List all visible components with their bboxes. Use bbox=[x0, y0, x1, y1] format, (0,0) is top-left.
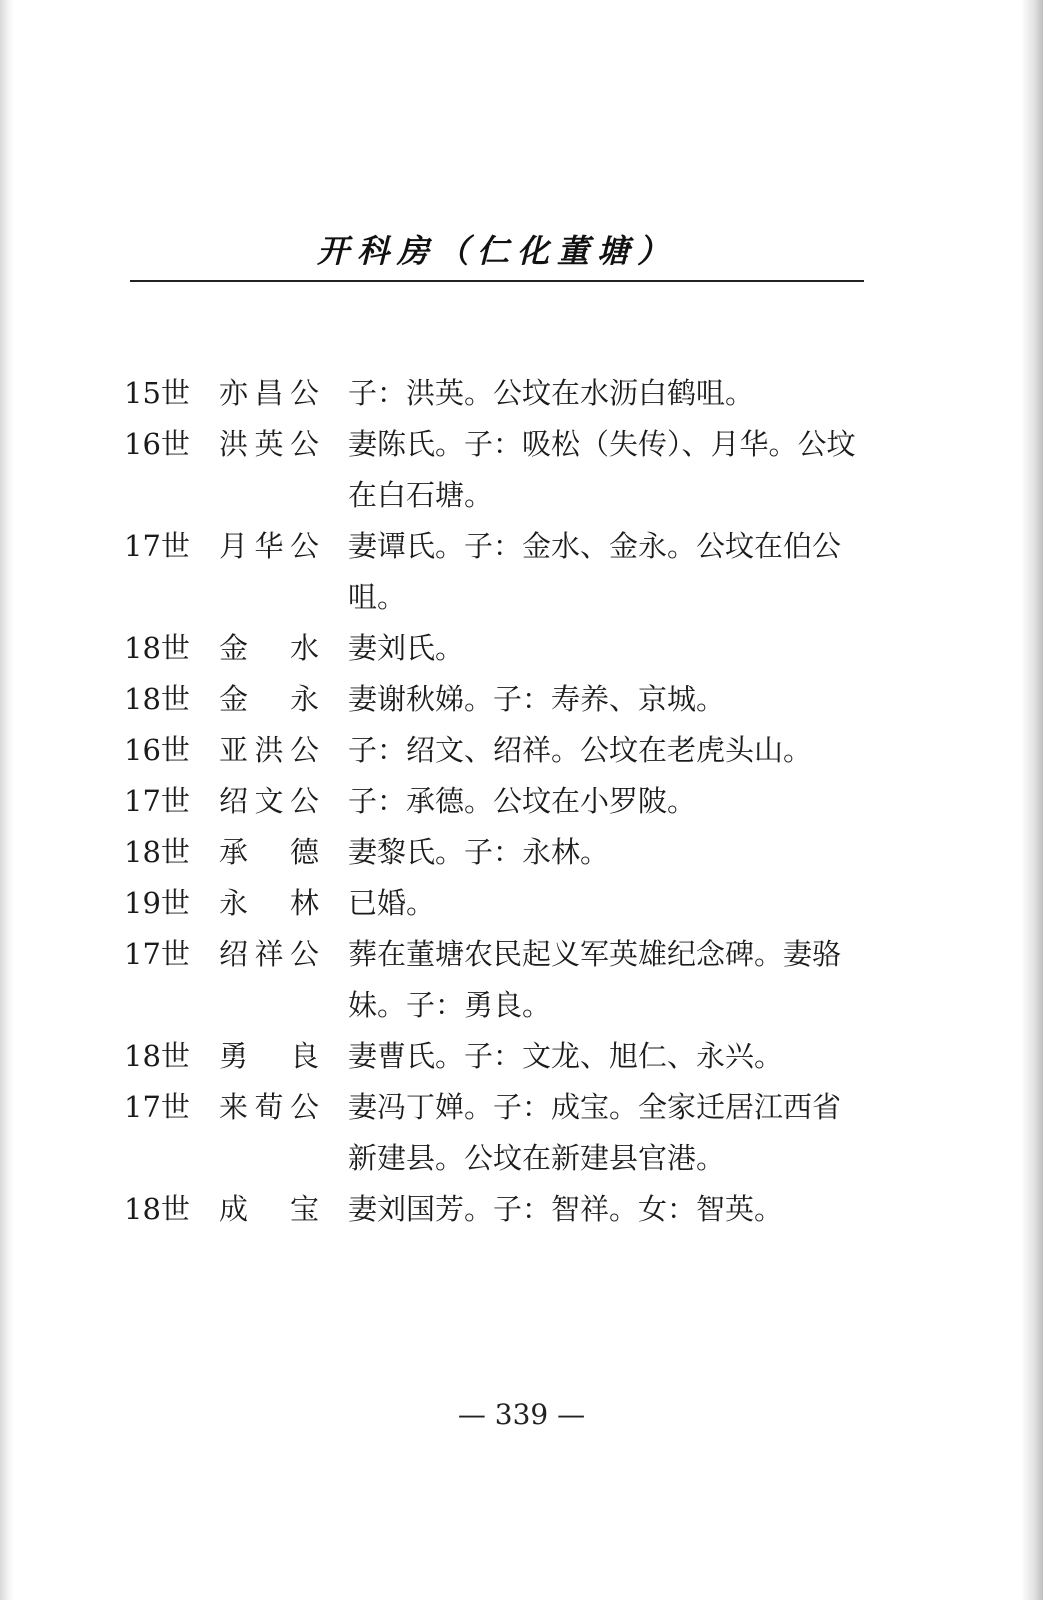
entry-generation: 18世 bbox=[124, 835, 190, 869]
entry-generation: 17世 bbox=[124, 529, 190, 563]
entry-name: 永 林 bbox=[219, 886, 319, 920]
entry-generation: 18世 bbox=[124, 1039, 190, 1073]
entry-description: 妻陈氏。子：吸松（失传）、月华。公坟在白石塘。 bbox=[348, 427, 856, 512]
entry bbox=[124, 1184, 884, 1235]
scan-edge-left bbox=[0, 0, 14, 1600]
entry-description: 子：绍文、绍祥。公坟在老虎头山。 bbox=[348, 733, 813, 767]
entry bbox=[124, 521, 884, 623]
entry-name: 绍祥公 bbox=[219, 937, 319, 971]
entry-generation: 19世 bbox=[124, 886, 190, 920]
entry bbox=[124, 827, 884, 878]
entry-description: 妻黎氏。子：永林。 bbox=[348, 835, 610, 869]
entry-generation: 16世 bbox=[124, 427, 190, 461]
entry-description: 子：承德。公坟在小罗陂。 bbox=[348, 784, 697, 818]
entry-name: 来荀公 bbox=[219, 1090, 319, 1124]
entry-description: 已婚。 bbox=[348, 886, 436, 920]
entry bbox=[124, 929, 884, 1031]
entry-generation: 16世 bbox=[124, 733, 190, 767]
entry-name: 洪英公 bbox=[219, 427, 319, 461]
entry-name: 亦昌公 bbox=[219, 376, 319, 410]
entry-description: 妻刘氏。 bbox=[348, 631, 465, 665]
entry-generation: 18世 bbox=[124, 631, 190, 665]
entry-name: 绍文公 bbox=[219, 784, 319, 818]
page-number: — 339 — bbox=[457, 1398, 586, 1431]
genealogy-entries bbox=[124, 368, 884, 1235]
entry-description: 妻谢秋娣。子：寿养、京城。 bbox=[348, 682, 726, 716]
entry bbox=[124, 419, 884, 521]
entry bbox=[124, 1031, 884, 1082]
entry-generation: 18世 bbox=[124, 682, 190, 716]
entry-description: 葬在董塘农民起义军英雄纪念碑。妻骆妹。子：勇良。 bbox=[348, 937, 842, 1022]
scan-edge-right bbox=[1021, 0, 1043, 1600]
entry bbox=[124, 1082, 884, 1184]
entry-name: 成 宝 bbox=[219, 1192, 319, 1226]
entry bbox=[124, 623, 884, 674]
entry-name: 月华公 bbox=[219, 529, 319, 563]
header-rule bbox=[130, 280, 864, 282]
entry-description: 妻谭氏。子：金水、金永。公坟在伯公咀。 bbox=[348, 529, 842, 614]
running-head: 开科房（仁化董塘） bbox=[316, 232, 677, 270]
entry bbox=[124, 368, 884, 419]
entry-description: 子：洪英。公坟在水沥白鹤咀。 bbox=[348, 376, 755, 410]
entry-generation: 17世 bbox=[124, 937, 190, 971]
entry-name: 金 永 bbox=[219, 682, 319, 716]
entry-name: 勇 良 bbox=[219, 1039, 319, 1073]
entry-generation: 17世 bbox=[124, 1090, 190, 1124]
entry bbox=[124, 878, 884, 929]
entry-name: 承 德 bbox=[219, 835, 319, 869]
entry bbox=[124, 674, 884, 725]
entry bbox=[124, 776, 884, 827]
entry-description: 妻刘国芳。子：智祥。女：智英。 bbox=[348, 1192, 784, 1226]
entry-generation: 17世 bbox=[124, 784, 190, 818]
entry-generation: 18世 bbox=[124, 1192, 190, 1226]
entry-name: 金 水 bbox=[219, 631, 319, 665]
entry-description: 妻冯丁婵。子：成宝。全家迁居江西省新建县。公坟在新建县官港。 bbox=[348, 1090, 842, 1175]
entry-name: 亚洪公 bbox=[219, 733, 319, 767]
entry-description: 妻曹氏。子：文龙、旭仁、永兴。 bbox=[348, 1039, 784, 1073]
entry bbox=[124, 725, 884, 776]
entry-generation: 15世 bbox=[124, 376, 190, 410]
